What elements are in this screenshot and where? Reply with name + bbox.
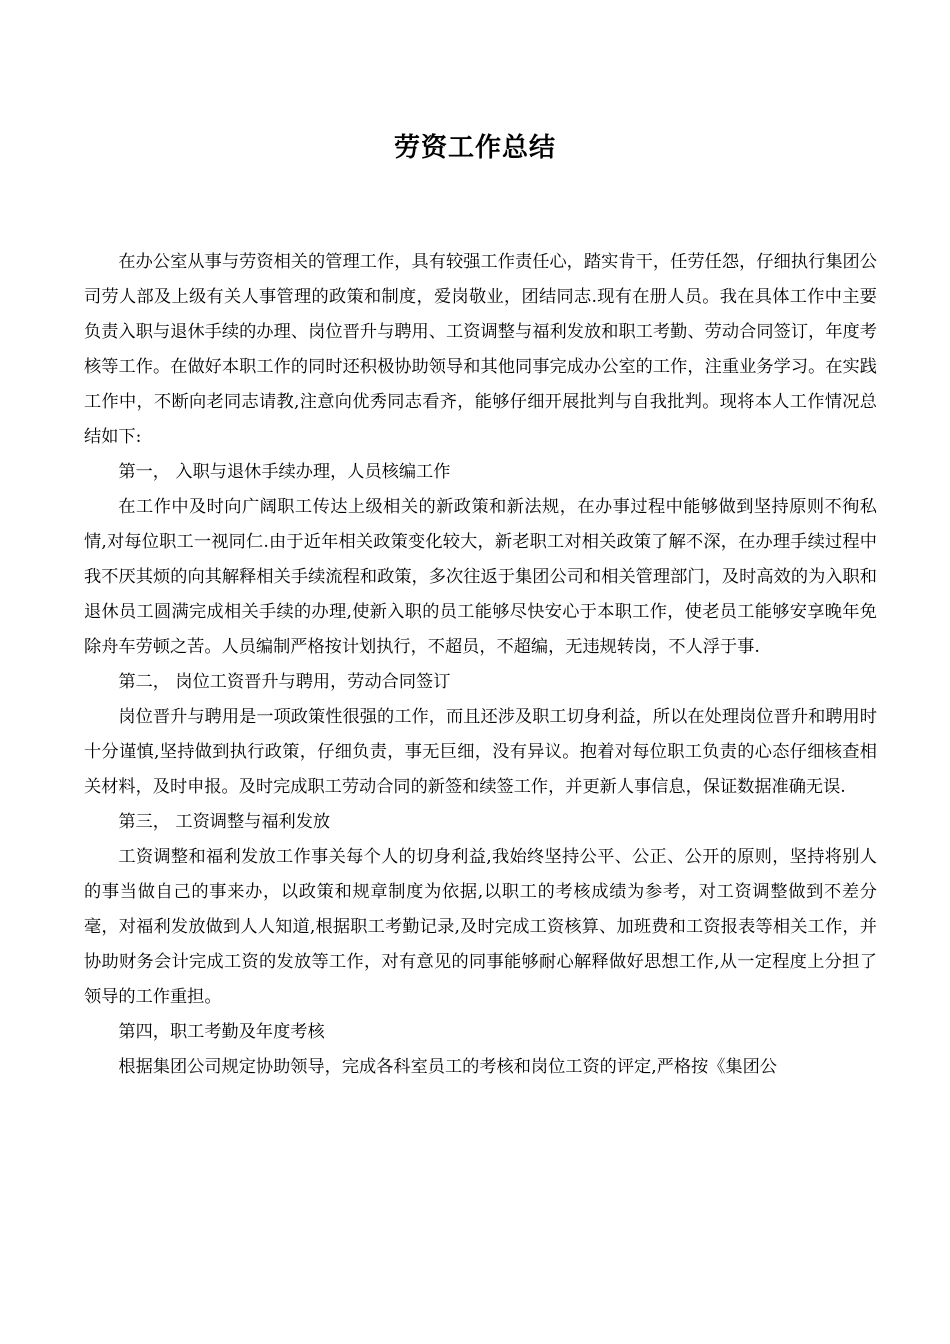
section-heading-4: 第四，职工考勤及年度考核 [118,1022,325,1042]
section-heading-1: 第一， 入职与退休手续办理，人员核编工作 [118,462,451,482]
section-paragraph-2: 岗位晋升与聘用是一项政策性很强的工作，而且还涉及职工切身利益，所以在处理岗位晋升和聘用时十分谨慎,坚持做到执行政策，仔细负责，事无巨细，没有异议。抱着对每位职工负责的心态仔细核查相关材料，及时申报。及时完成职工劳动合同的新签和续签工作，并更新人事信息，保证数据准确无误. [84,707,877,797]
section-paragraph-3: 工资调整和福利发放工作事关每个人的切身利益,我始终坚持公平、公正、公开的原则，坚持将别人的事当做自己的事来办，以政策和规章制度为依据,以职工的考核成绩为参考，对工资调整做到不差分毫，对福利发放做到人人知道,根据职工考勤记录,及时完成工资核算、加班费和工资报表等相关工作，并协助财务会计完成工资的发放等工作，对有意见的同事能够耐心解释做好思想工作,从一定程度上分担了领导的工作重担。 [84,847,877,1007]
section-heading-2: 第二， 岗位工资晋升与聘用，劳动合同签订 [118,672,451,692]
section-heading-3: 第三， 工资调整与福利发放 [118,812,331,832]
section-paragraph-4: 根据集团公司规定协助领导，完成各科室员工的考核和岗位工资的评定,严格按《集团公 [118,1057,777,1077]
document-title: 劳资工作总结 [393,133,556,163]
section-paragraph-1: 在工作中及时向广阔职工传达上级相关的新政策和新法规，在办事过程中能够做到坚持原则不徇私情,对每位职工一视同仁.由于近年相关政策变化较大，新老职工对相关政策了解不深，在办理手续过程中我不厌其烦的向其解释相关手续流程和政策，多次往返于集团公司和相关管理部门，及时高效的为入职和退休员工圆满完成相关手续的办理,使新入职的员工能够尽快安心于本职工作，使老员工能够安享晚年免除舟车劳顿之苦。人员编制严格按计划执行，不超员，不超编，无违规转岗，不人浮于事. [84,497,877,657]
intro-paragraph: 在办公室从事与劳资相关的管理工作，具有较强工作责任心，踏实肯干，任劳任怨，仔细执行集团公司劳人部及上级有关人事管理的政策和制度，爱岗敬业，团结同志.现有在册人员。我在具体工作中主要负责入职与退休手续的办理、岗位晋升与聘用、工资调整与福利发放和职工考勤、劳动合同签订，年度考核等工作。在做好本职工作的同时还积极协助领导和其他同事完成办公室的工作，注重业务学习。在实践工作中，不断向老同志请教,注意向优秀同志看齐，能够仔细开展批判与自我批判。现将本人工作情况总结如下: [84,252,877,447]
document-body [84,245,877,1085]
